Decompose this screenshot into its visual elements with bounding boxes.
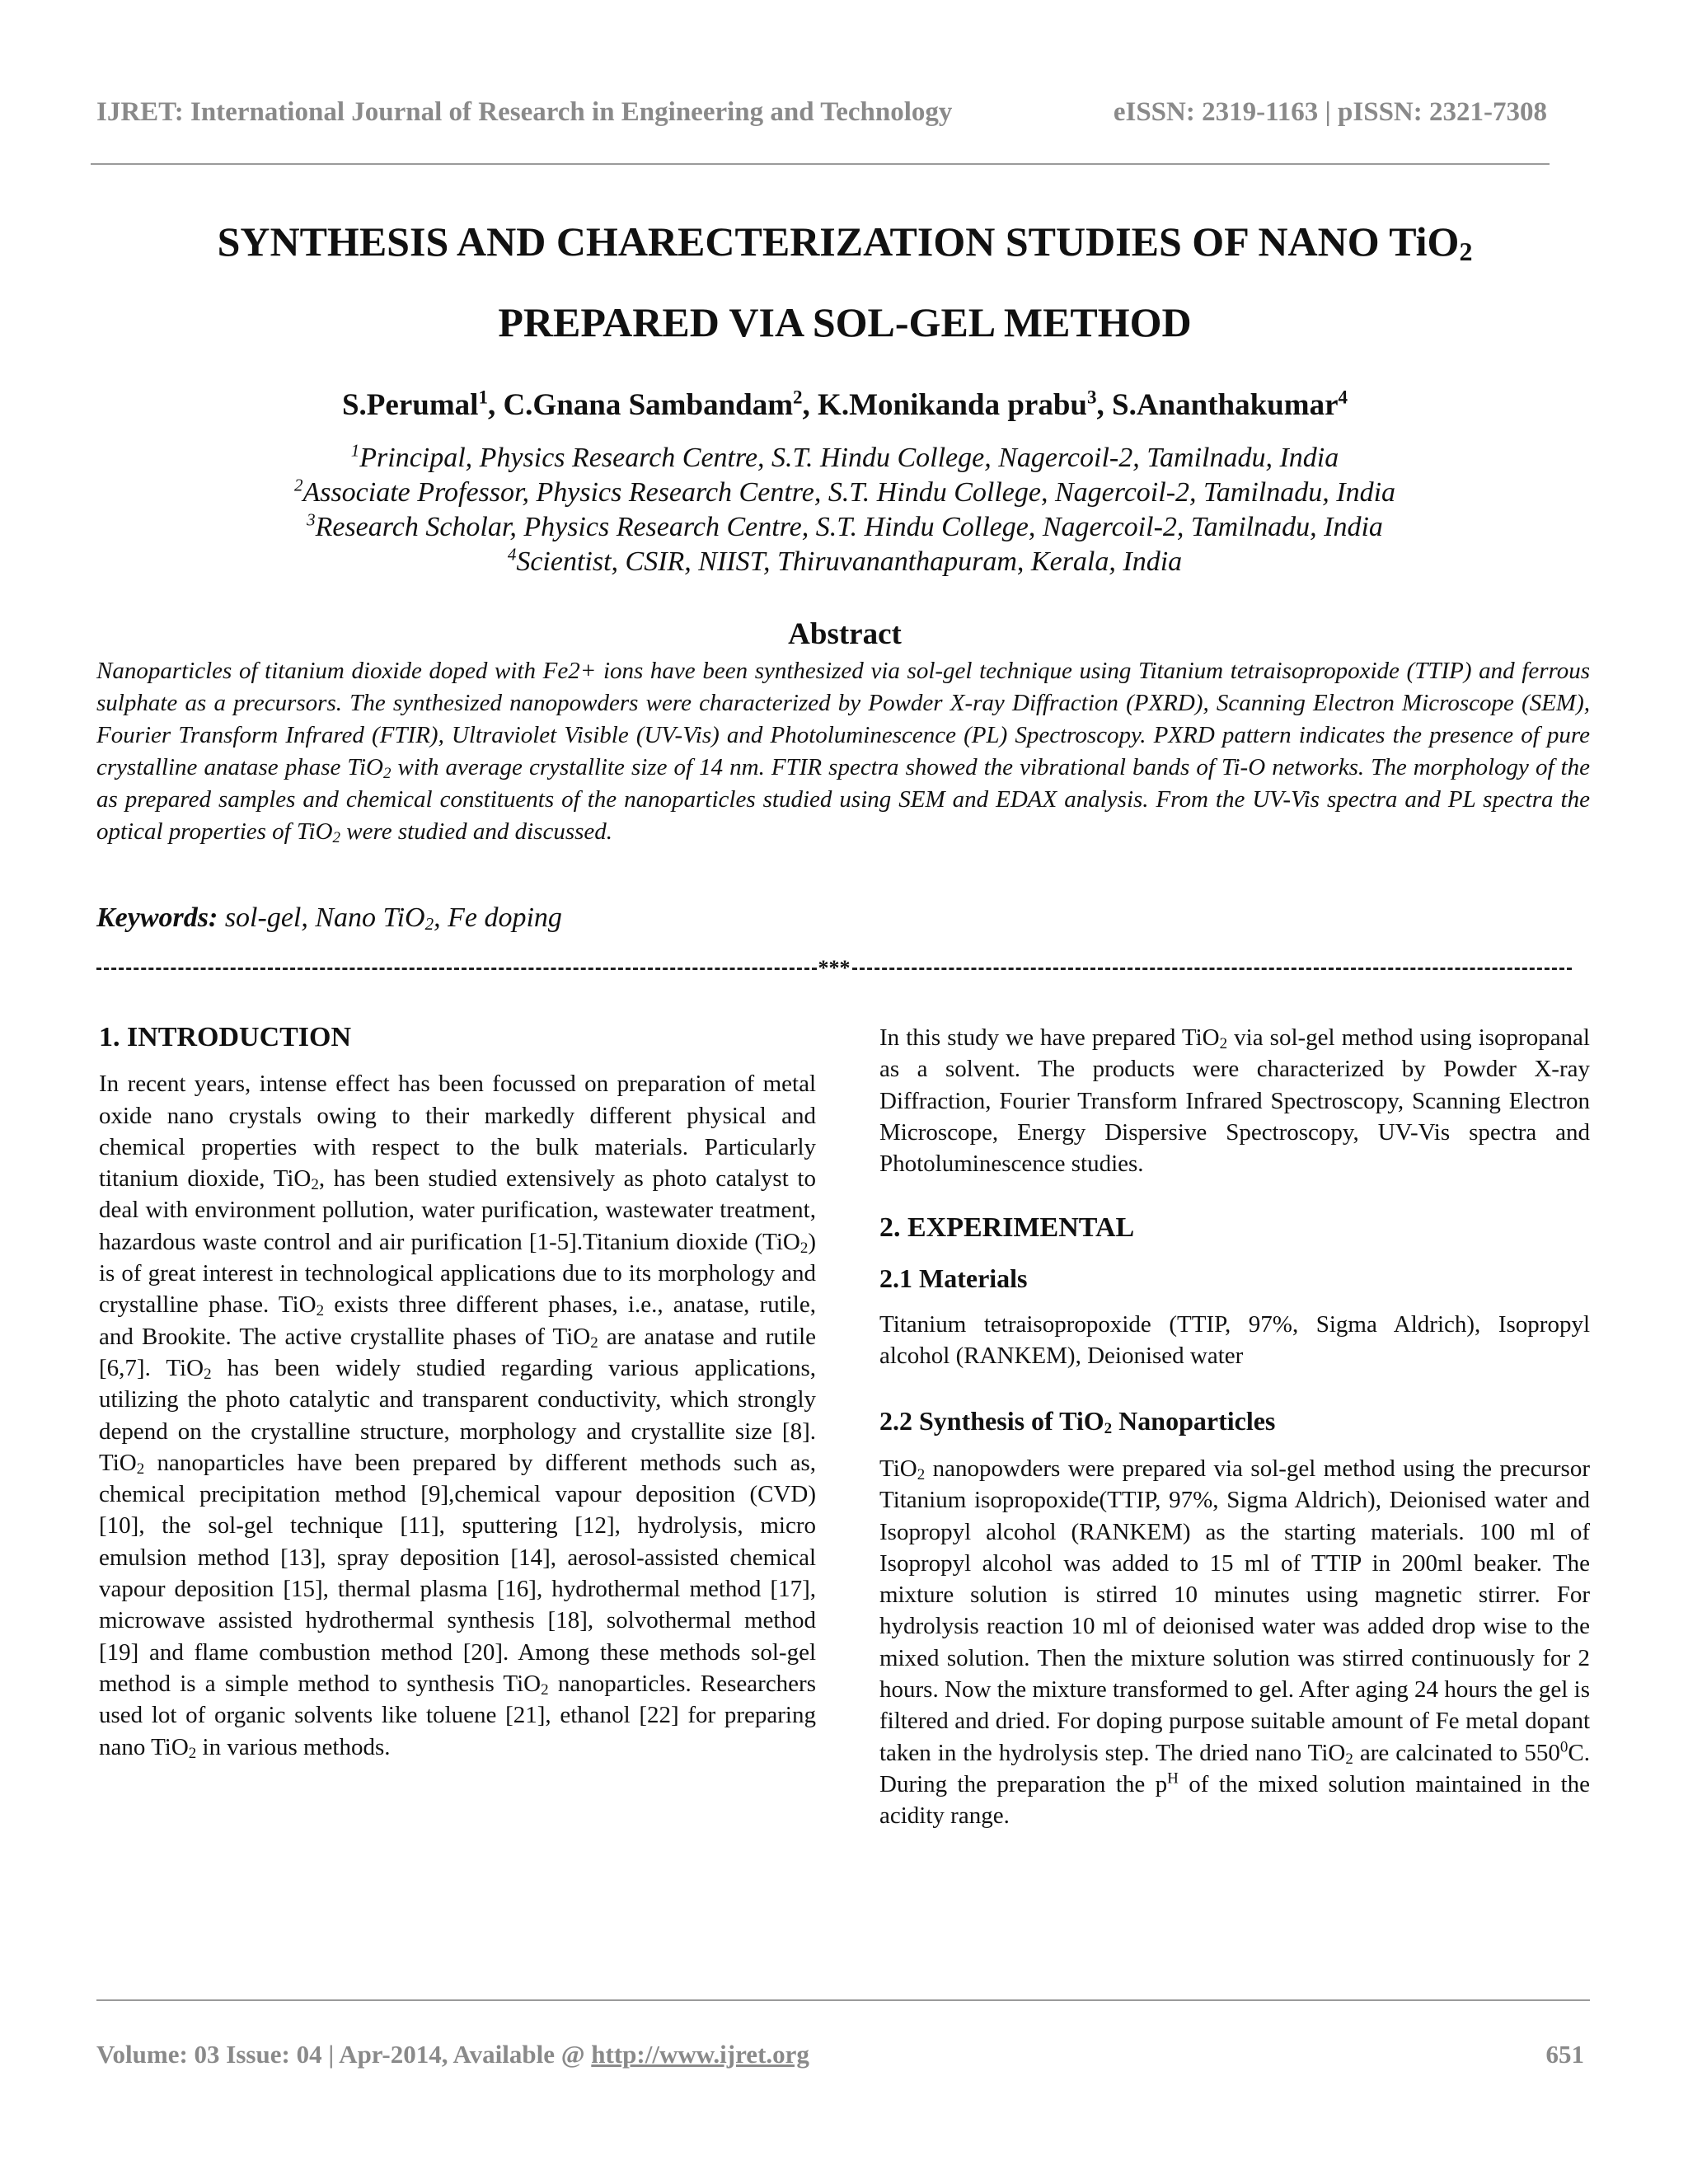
journal-name: IJRET: International Journal of Research in Engineering and Technology [96,97,953,127]
keywords: Keywords: sol-gel, Nano TiO$_2$, Fe doping [96,902,562,934]
introduction-continued-paragraph: In this study we have prepared TiO$_2$ via sol-gel method using isopropanal as a solvent. The products were characterized by Powder X-ray Diffraction, Fourier Transform Infrared Spectroscopy, Scanning Electron Microscope, Energy Dispersive Spectroscopy, UV-Vis spectra and Photoluminescence studies. [879,1024,1590,1178]
introduction-paragraph: In recent years, intense effect has been focussed on preparation of metal oxide nano crystals owing to their markedly different physical and chemical properties with respect to the bulk materials. Particularly titanium dioxide, TiO$_2$, has been studied extensively as photo catalyst to deal with environment pollution, water purification, wastewater treatment, hazardous waste control and air purification [1-5].Titanium dioxide (TiO$_2$) is of great interest in technological applications due to its morphology and crystalline phase. TiO$_2$ exists three different phases, i.e., anatase, rutile, and Brookite. The active crystallite phases of TiO$_2$ are anatase and rutile [6,7]. TiO$_2$ has been widely studied regarding various applications, utilizing the photo catalytic and transparent conductivity, which strongly depend on the crystalline structure, morphology and crystallite size [8]. TiO$_2$ nanoparticles have been prepared by different methods such as, chemical precipitation method [9],chemical vapour deposition (CVD) [10], the sol-gel technique [11], sputtering [12], hydrolysis, micro emulsion method [13], spray deposition [14], aerosol-assisted chemical vapour deposition [15], thermal plasma [16], hydrothermal method [17], microwave assisted hydrothermal synthesis [18], solvothermal method [19] and flame combustion method [20]. Among these methods sol-gel method is a simple method to synthesis TiO$_2$ nanoparticles. Researchers used lot of organic solvents like toluene [21], ethanol [22] for preparing nano TiO$_2$ in various methods. [99,1071,816,1762]
right-column [879,1022,1590,1832]
footer-divider [96,1999,1590,2001]
affiliation: $^1$Principal, Physics Research Centre, S.T. Hindu College, Nagercoil-2, Tamilnadu, India [350,440,1339,473]
left-column [99,1022,816,1763]
paper-title: SYNTHESIS AND CHARECTERIZATION STUDIES OF NANO TiO$_2$ PREPARED VIA SOL-GEL METHOD [217,218,1473,345]
author-list: S.Perumal$^1$, C.Gnana Sambandam$^2$, K.Monikanda prabu$^3$, S.Ananthakumar$^4$ [341,387,1348,422]
affiliation: $^4$Scientist, CSIR, NIIST, Thiruvananthapuram, Kerala, India [507,544,1183,577]
section-separator: *** [96,956,1572,981]
issn: eISSN: 2319-1163 | pISSN: 2321-7308 [1113,97,1547,127]
header-divider [91,163,1550,165]
abstract-heading: Abstract [788,617,902,651]
section-heading-introduction: 1. INTRODUCTION [99,1022,352,1052]
author: K.Monikanda prabu [818,388,1087,422]
journal-url-link[interactable]: http://www.ijret.org [591,2040,809,2069]
subsection-heading-materials: 2.1 Materials [879,1263,1028,1293]
author: S.Ananthakumar [1112,388,1339,422]
materials-paragraph: Titanium tetraisopropoxide (TTIP, 97%, Sigma Aldrich), Isopropyl alcohol (RANKEM), Deionised water [879,1311,1590,1370]
synthesis-paragraph: TiO$_2$ nanopowders were prepared via sol-gel method using the precursor Titanium isopropoxide(TTIP, 97%, Sigma Aldrich), Deionised water and Isopropyl alcohol (RANKEM) as the starting materials. 100 ml of Isopropyl alcohol was added to 15 ml of TTIP in 200ml beaker. The mixture solution is stirred 10 minutes using magnetic stirrer. For hydrolysis reaction 10 ml of deionised water was added drop wise to the mixed solution. Then the mixture solution was stirred continuously for 2 hours. Now the mixture transformed to gel. After aging 24 hours the gel is filtered and dried. For doping purpose suitable amount of Fe metal dopant taken in the hydrolysis step. The dried nano TiO$_2$ are calcinated to $550^0C$. During the preparation the $p^H$ of the mixed solution maintained in the acidity range. [879,1455,1590,1830]
author: S.Perumal [341,388,479,422]
page-footer [96,2040,1584,2069]
section-heading-experimental: 2. EXPERIMENTAL [879,1212,1135,1244]
volume-info: Volume: 03 Issue: 04 | Apr-2014, Available @ http://www.ijret.org [96,2040,809,2069]
affiliation: $^2$Associate Professor, Physics Research Centre, S.T. Hindu College, Nagercoil-2, Tamilnadu, India [293,475,1396,508]
page-number: 651 [1545,2040,1584,2069]
subsection-heading-synthesis: 2.2 Synthesis of TiO$_2$ Nanoparticles [879,1405,1276,1437]
author: C.Gnana Sambandam [503,388,794,422]
affiliation-list [82,441,1607,579]
abstract-text: Nanoparticles of titanium dioxide doped with Fe2+ ions have been synthesized via sol-gel technique using Titanium tetraisopropoxide (TTIP) and ferrous sulphate as a precursors. The synthesized nanopowders were characterized by Powder X-ray Diffraction (PXRD), Scanning Electron Microscope (SEM), Fourier Transform Infrared (FTIR), Ultraviolet Visible (UV-Vis) and Photoluminescence (PL) Spectroscopy. PXRD pattern indicates the presence of pure crystalline anatase phase TiO$_2$ with average crystallite size of 14 nm. FTIR spectra showed the vibrational bands of Ti-O networks. The morphology of the as prepared samples and chemical constituents of the nanoparticles studied using SEM and EDAX analysis. From the UV-Vis spectra and PL spectra the optical properties of TiO$_2$ were studied and discussed. [96,658,1590,846]
affiliation: $^3$Research Scholar, Physics Research Centre, S.T. Hindu College, Nagercoil-2, Tamilnadu, India [307,509,1383,542]
running-header [96,97,1547,128]
